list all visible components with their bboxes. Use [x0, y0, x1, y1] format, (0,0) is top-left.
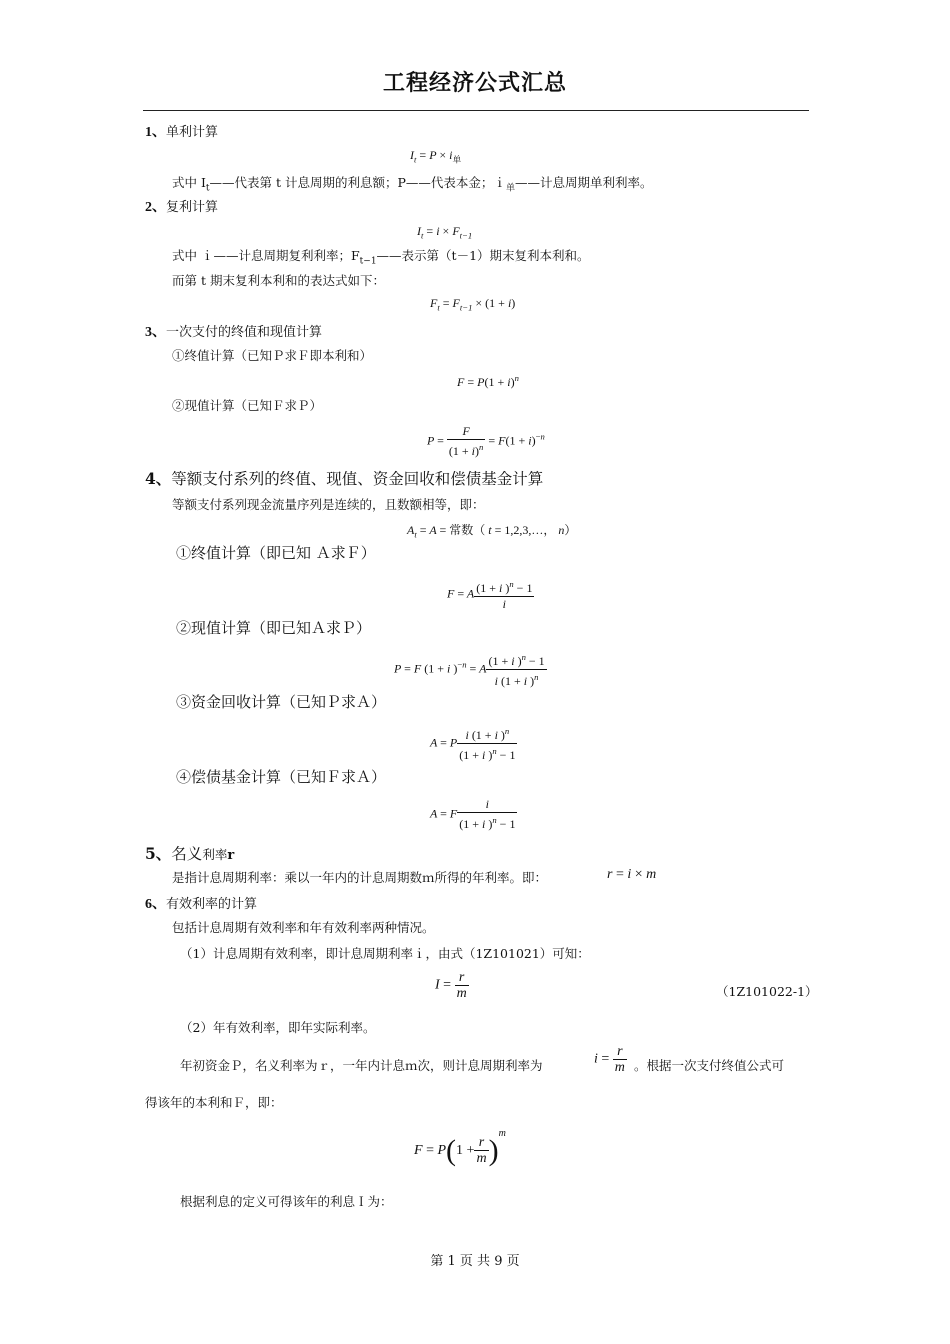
section-6-inline-formula: i = $\frac{r}{m}$ [594, 1044, 625, 1075]
section-4-item-1: ①终值计算（即已知 Ａ求Ｆ） [176, 544, 376, 562]
section-6-formula-1-ref: （1Z101022-1） [716, 984, 818, 999]
section-6-formula-2: F = P(1 + $\frac{r}{m}$ )$^m$ [414, 1128, 506, 1167]
section-6-formula-1: I = $\frac{r}{m}$ [435, 970, 467, 1001]
section-4-item-4: ④偿债基金计算（已知Ｆ求Ａ） [176, 768, 387, 786]
section-1-number: 1、 [145, 125, 166, 140]
section-3-title: 一次支付的终值和现值计算 [166, 325, 323, 340]
section-6-item-2: （2）年有效利率，即年实际利率。 [180, 1020, 376, 1035]
section-6-paragraph-a-end: 。根据一次支付终值公式可 [634, 1058, 785, 1073]
section-5-description: 是指计息周期利率：乘以一年内的计息周期数ｍ所得的年利率。即： [172, 870, 548, 885]
section-4-heading [145, 467, 543, 489]
section-5-number: 5、 [145, 844, 172, 863]
section-3-item-1: ①终值计算（已知Ｐ求Ｆ即本利和） [172, 348, 373, 363]
section-2-number: 2、 [145, 200, 166, 215]
section-4-item-3: ③资金回收计算（已知Ｐ求Ａ） [176, 693, 387, 711]
section-4-number: 4、 [145, 469, 172, 488]
section-4-formula-1: F = A $\frac{(1 + i )^n - 1}{i}$ [447, 579, 533, 611]
section-3-formula-2: P = $\frac{F}{(1 + i)^n}$ = $F(1 + i)^{-n}$ [427, 424, 545, 458]
section-5-heading: 5、名义利率r [145, 844, 235, 863]
page-title: 工程经济公式汇总 [382, 71, 567, 96]
section-2-description-b: 而第 t 期末复利本利和的表达式如下： [172, 273, 385, 288]
section-3-number: 3、 [145, 325, 166, 340]
section-6-title: 有效利率的计算 [166, 897, 258, 912]
section-4-formula-4: A = F $\frac{i}{(1 + i )^n - 1}$ [430, 797, 516, 831]
section-1-title: 单利计算 [166, 125, 219, 140]
section-2-heading [145, 196, 218, 216]
section-1-formula: $I_t = P \times i_单$ [410, 148, 462, 165]
section-4-intro: 等额支付系列现金流量序列是连续的，且数额相等，即： [172, 497, 485, 512]
section-2-title: 复利计算 [166, 200, 219, 215]
section-3-heading [145, 321, 322, 341]
section-2-description: 式中 ｉ——计息周期复利利率；$F_{t-1}——$表示第（t－1）期末复利本利和。 [172, 248, 590, 267]
section-4-formula-0: $A_t = A$ = 常数（ t = 1,2,3,…， n） [407, 523, 577, 540]
section-4-formula-2: P = F (1 + i )$^{-n}$ = A $\frac{(1 + i )^n - 1}{i (1 + i )^n}$ [394, 652, 545, 688]
section-5-formula: r = i × m [607, 867, 657, 882]
section-2-formula: $I_t = i \times F_{t-1}$ [417, 224, 473, 241]
section-3-formula-1: $F = P(1 + i)^n$ [457, 373, 519, 389]
section-4-formula-3: A = P $\frac{i (1 + i )^n}{(1 + i )^n - 1}$ [430, 726, 516, 762]
title-underline [143, 110, 809, 111]
section-1-heading [145, 121, 218, 141]
section-2-formula-2: $F_t = F_{t-1} \times (1 + i)$ [430, 296, 516, 313]
section-6-paragraph-a: 年初资金Ｐ，名义利率为ｒ，一年内计息ｍ次，则计息周期利率为 [180, 1058, 543, 1073]
section-6-intro: 包括计息周期有效利率和年有效利率两种情况。 [172, 920, 435, 935]
section-5-title: 名义 [171, 845, 203, 863]
page-footer: 第 1 页 共 9 页 [430, 1254, 520, 1269]
section-6-number: 6、 [145, 897, 166, 912]
section-6-paragraph-c: 根据利息的定义可得该年的利息Ｉ为： [180, 1194, 393, 1209]
section-4-item-2: ②现值计算（即已知Ａ求Ｐ） [176, 619, 372, 637]
section-1-description: 式中 $I_t——$代表第 t 计息周期的利息额；P——代表本金；ｉ$_单$——计息周期单利利率。 [172, 175, 653, 194]
section-3-item-2: ②现值计算（已知Ｆ求Ｐ） [172, 398, 323, 413]
section-6-paragraph-b: 得该年的本利和Ｆ，即： [145, 1095, 283, 1110]
section-4-title: 等额支付系列的终值、现值、资金回收和偿债基金计算 [171, 470, 544, 488]
section-6-item-1: （1）计息周期有效利率，即计息周期利率ｉ，由式（1Z101021）可知： [180, 946, 590, 961]
section-6-heading [145, 893, 257, 913]
